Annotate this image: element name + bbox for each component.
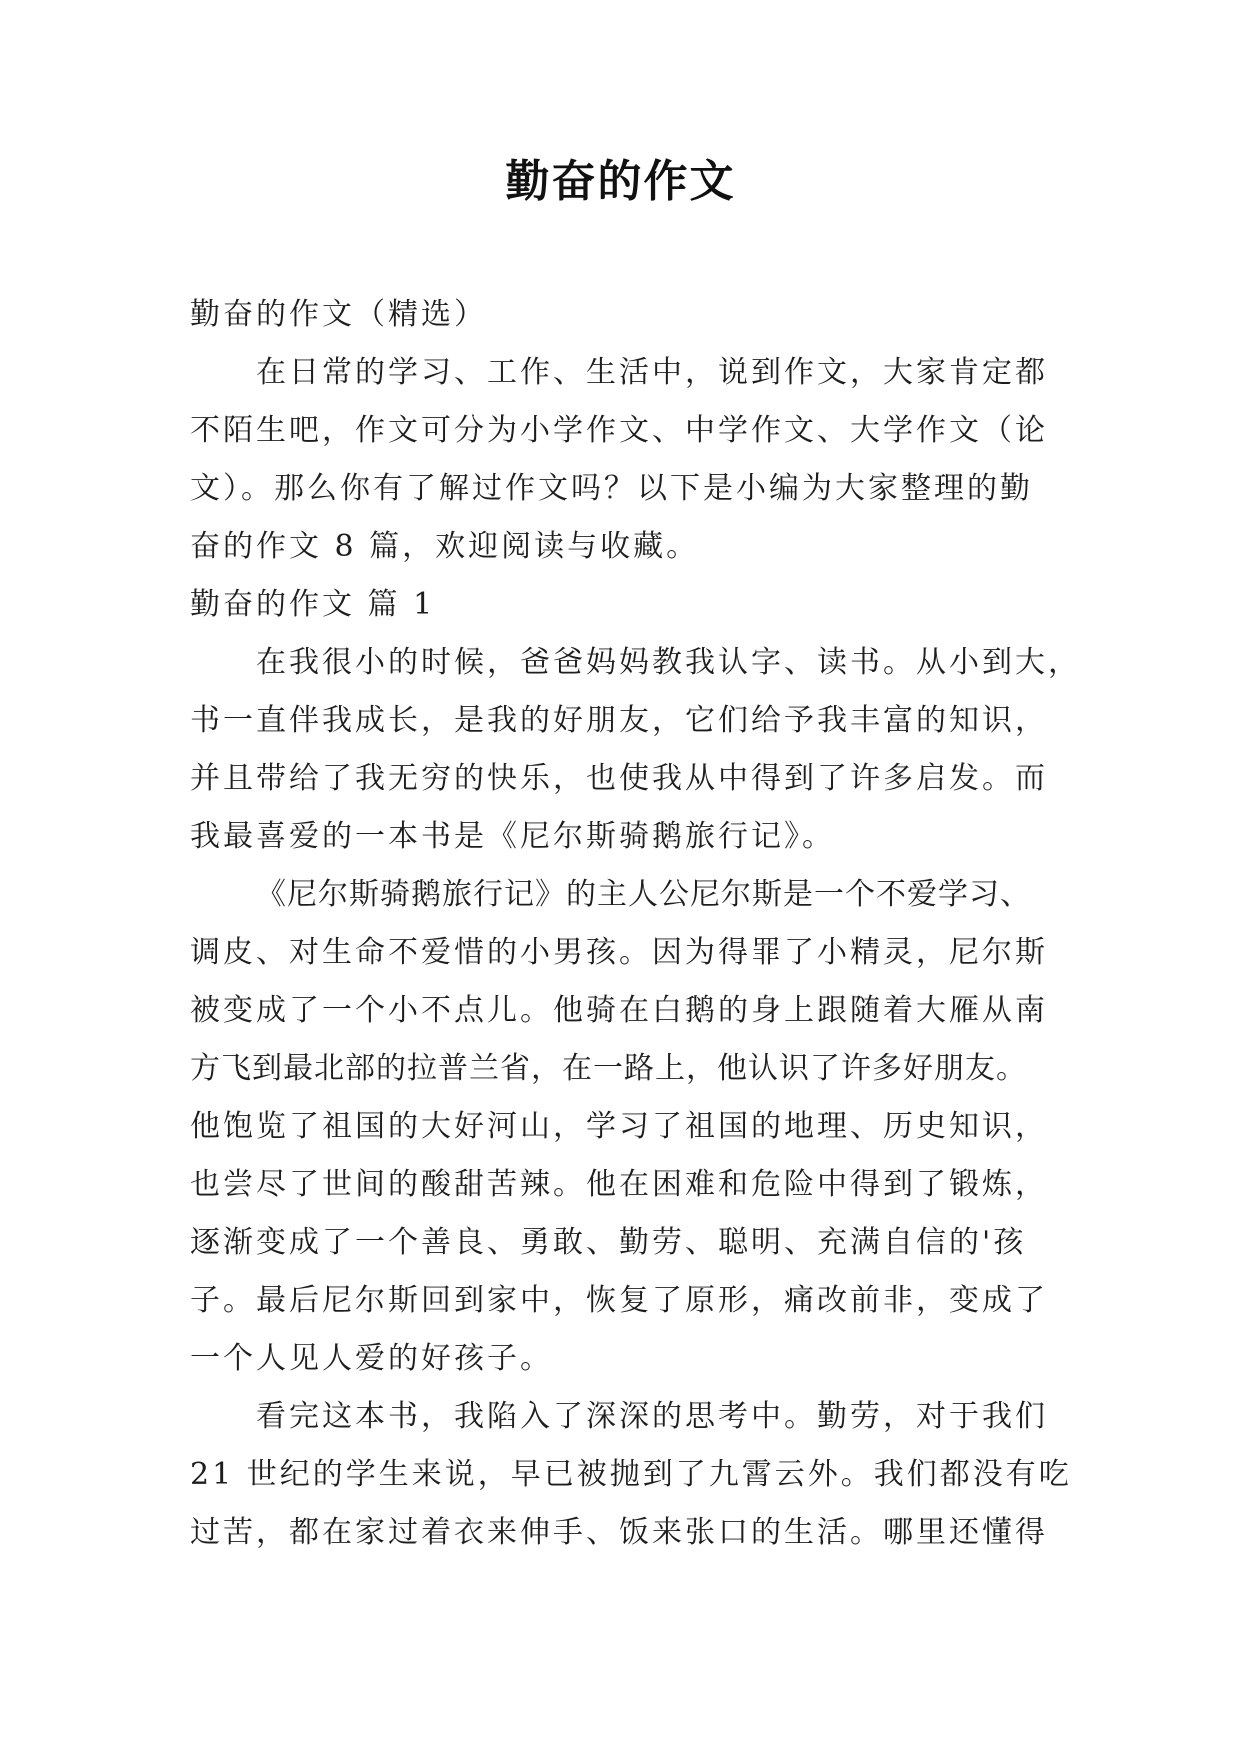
subtitle-line: 勤奋的作文（精选） [190, 297, 487, 332]
section-heading: 勤奋的作文 篇 1 [190, 587, 436, 622]
paragraph-line: 子。最后尼尔斯回到家中，恢复了原形，痛改前非，变成了 [190, 1283, 1048, 1318]
paragraph-line: 21 世纪的学生来说，早已被抛到了九霄云外。我们都没有吃 [190, 1457, 1072, 1492]
paragraph-line: 方飞到最北部的拉普兰省，在一路上，他认识了许多好朋友。 [190, 1051, 1027, 1086]
paragraph-line: 看完这本书，我陷入了深深的思考中。勤劳，对于我们 [256, 1399, 1048, 1434]
paragraph-line: 调皮、对生命不爱惜的小男孩。因为得罪了小精灵，尼尔斯 [190, 935, 1048, 970]
paragraph-line: 也尝尽了世间的酸甜苦辣。他在困难和危险中得到了锻炼， [190, 1167, 1048, 1202]
paragraph-line: 一个人见人爱的好孩子。 [190, 1341, 553, 1376]
paragraph-line: 文）。那么你有了解过作文吗？以下是小编为大家整理的勤 [190, 471, 1033, 506]
paragraph-line: 在我很小的时候，爸爸妈妈教我认字、读书。从小到大， [256, 645, 1081, 680]
document-body [190, 286, 1081, 1562]
paragraph-line: 不陌生吧，作文可分为小学作文、中学作文、大学作文（论 [190, 413, 1048, 448]
paragraph-line: 过苦，都在家过着衣来伸手、饭来张口的生活。哪里还懂得 [190, 1515, 1048, 1550]
paragraph-line: 书一直伴我成长，是我的好朋友，它们给予我丰富的知识， [190, 703, 1048, 738]
paragraph-line: 逐渐变成了一个善良、勇敢、勤劳、聪明、充满自信的'孩 [190, 1225, 1027, 1260]
paragraph-line: 《尼尔斯骑鹅旅行记》的主人公尼尔斯是一个不爱学习、 [256, 877, 1031, 912]
paragraph-line: 并且带给了我无穷的快乐，也使我从中得到了许多启发。而 [190, 761, 1048, 796]
paragraph-line: 被变成了一个小不点儿。他骑在白鹅的身上跟随着大雁从南 [190, 993, 1048, 1028]
document-title: 勤奋的作文 [505, 156, 736, 207]
paragraph-line: 我最喜爱的一本书是《尼尔斯骑鹅旅行记》。 [190, 819, 835, 854]
paragraph-line: 奋的作文 8 篇，欢迎阅读与收藏。 [190, 529, 700, 564]
paragraph-line: 在日常的学习、工作、生活中，说到作文，大家肯定都 [256, 355, 1048, 390]
paragraph-line: 他饱览了祖国的大好河山，学习了祖国的地理、历史知识， [190, 1109, 1048, 1144]
